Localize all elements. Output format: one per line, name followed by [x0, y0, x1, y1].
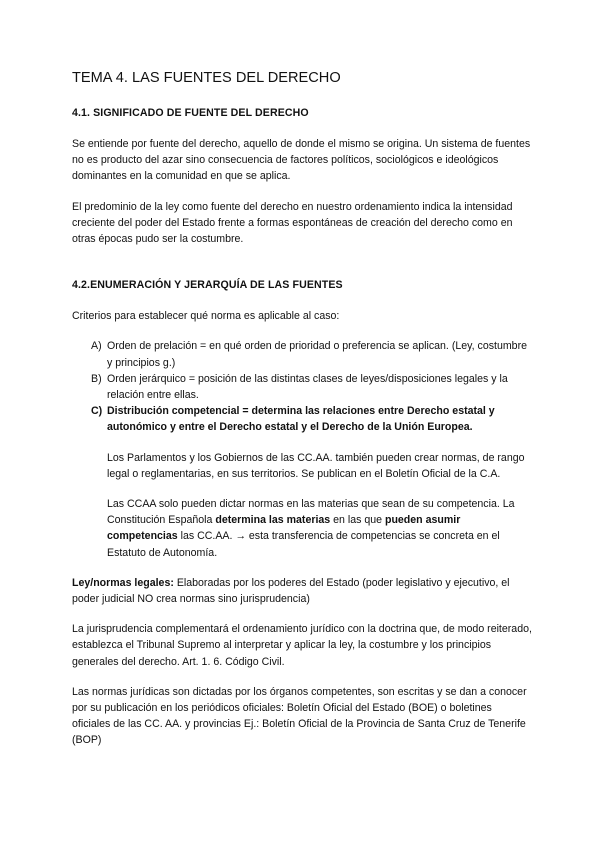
criteria-list [72, 338, 532, 435]
section1-heading: 4.1. SIGNIFICADO DE FUENTE DEL DERECHO [72, 107, 309, 119]
section1-paragraph-2: El predominio de la ley como fuente del derecho en nuestro ordenamiento indica la intensidad creciente del poder del Estado frente a formas espontáneas de creación del derecho como en otras épocas pudo ser la costumbre. [72, 200, 513, 246]
list-item-text: Orden de prelación = en qué orden de prioridad o preferencia se aplican. (Ley, costumbre y principios g.) [107, 340, 527, 369]
ccaa-paragraph-2 [72, 496, 532, 561]
document-page [72, 70, 532, 763]
page-title: TEMA 4. LAS FUENTES DEL DERECHO [72, 70, 341, 86]
text-run: Las CCAA solo pueden dictar normas en las materias que sean de su competencia. La Constitución Española [107, 498, 515, 527]
ccaa-paragraph-1: Los Parlamentos y los Gobiernos de las CC.AA. también pueden crear normas, de rango legal o reglamentarias, en sus territorios. Se publican en el Boletín Oficial de la C.A. [107, 451, 525, 480]
bold-run: determina las materias [215, 514, 331, 527]
bold-run: pueden asumir competencias [107, 514, 461, 543]
list-item [72, 371, 532, 403]
list-item [72, 338, 532, 370]
normas-paragraph: Las normas jurídicas son dictadas por los órganos competentes, son escritas y se dan a conocer por su publicación en los periódicos oficiales: Boletín Oficial del Estado (BOE) o boletines oficiales de las CC. AA. y provincias Ej.: Boletín Oficial de la Provincia de Santa Cruz de Tenerife (BOP) [72, 685, 527, 747]
ley-paragraph [72, 575, 532, 607]
list-item [72, 403, 532, 435]
list-item-text: Distribución competencial = determina las relaciones entre Derecho estatal y autonómico y entre el Derecho estatal y el Derecho de la Unión Europea. [107, 405, 495, 434]
list-item-text: Orden jerárquico = posición de las distintas clases de leyes/disposiciones legales y la relación entre ellas. [107, 372, 508, 402]
text-run: las CC.AA. → esta transferencia de competencias se concreta en el Estatuto de Autonomía. [107, 530, 500, 559]
section2-heading: 4.2.ENUMERACIÓN Y JERARQUÍA DE LAS FUENTES [72, 279, 343, 292]
list-marker: B) [91, 372, 102, 385]
jurisprudencia-paragraph: La jurisprudencia complementará el ordenamiento jurídico con la doctrina que, de modo reiterado, establezca el Tribunal Supremo al interpretar y aplicar la ley, la costumbre y los principios generales del derecho. Art. 1. 6. Código Civil. [72, 623, 532, 668]
section1-paragraph-1: Se entiende por fuente del derecho, aquello de donde el mismo se origina. Un sistema de fuentes no es producto del azar sino consecuencia de factores políticos, sociológicos e ideológicos dominantes en la comunidad en que se aplica. [72, 138, 531, 183]
text-run: en las que [330, 514, 385, 527]
list-marker: A) [91, 340, 102, 353]
ley-text: Elaboradas por los poderes del Estado (poder legislativo y ejecutivo, el poder judicial NO crea normas sino jurisprudencia) [72, 576, 510, 606]
section2-intro: Criterios para establecer qué norma es aplicable al caso: [72, 310, 340, 323]
list-marker: C) [91, 405, 103, 418]
ley-label: Ley/normas legales: [72, 576, 174, 589]
